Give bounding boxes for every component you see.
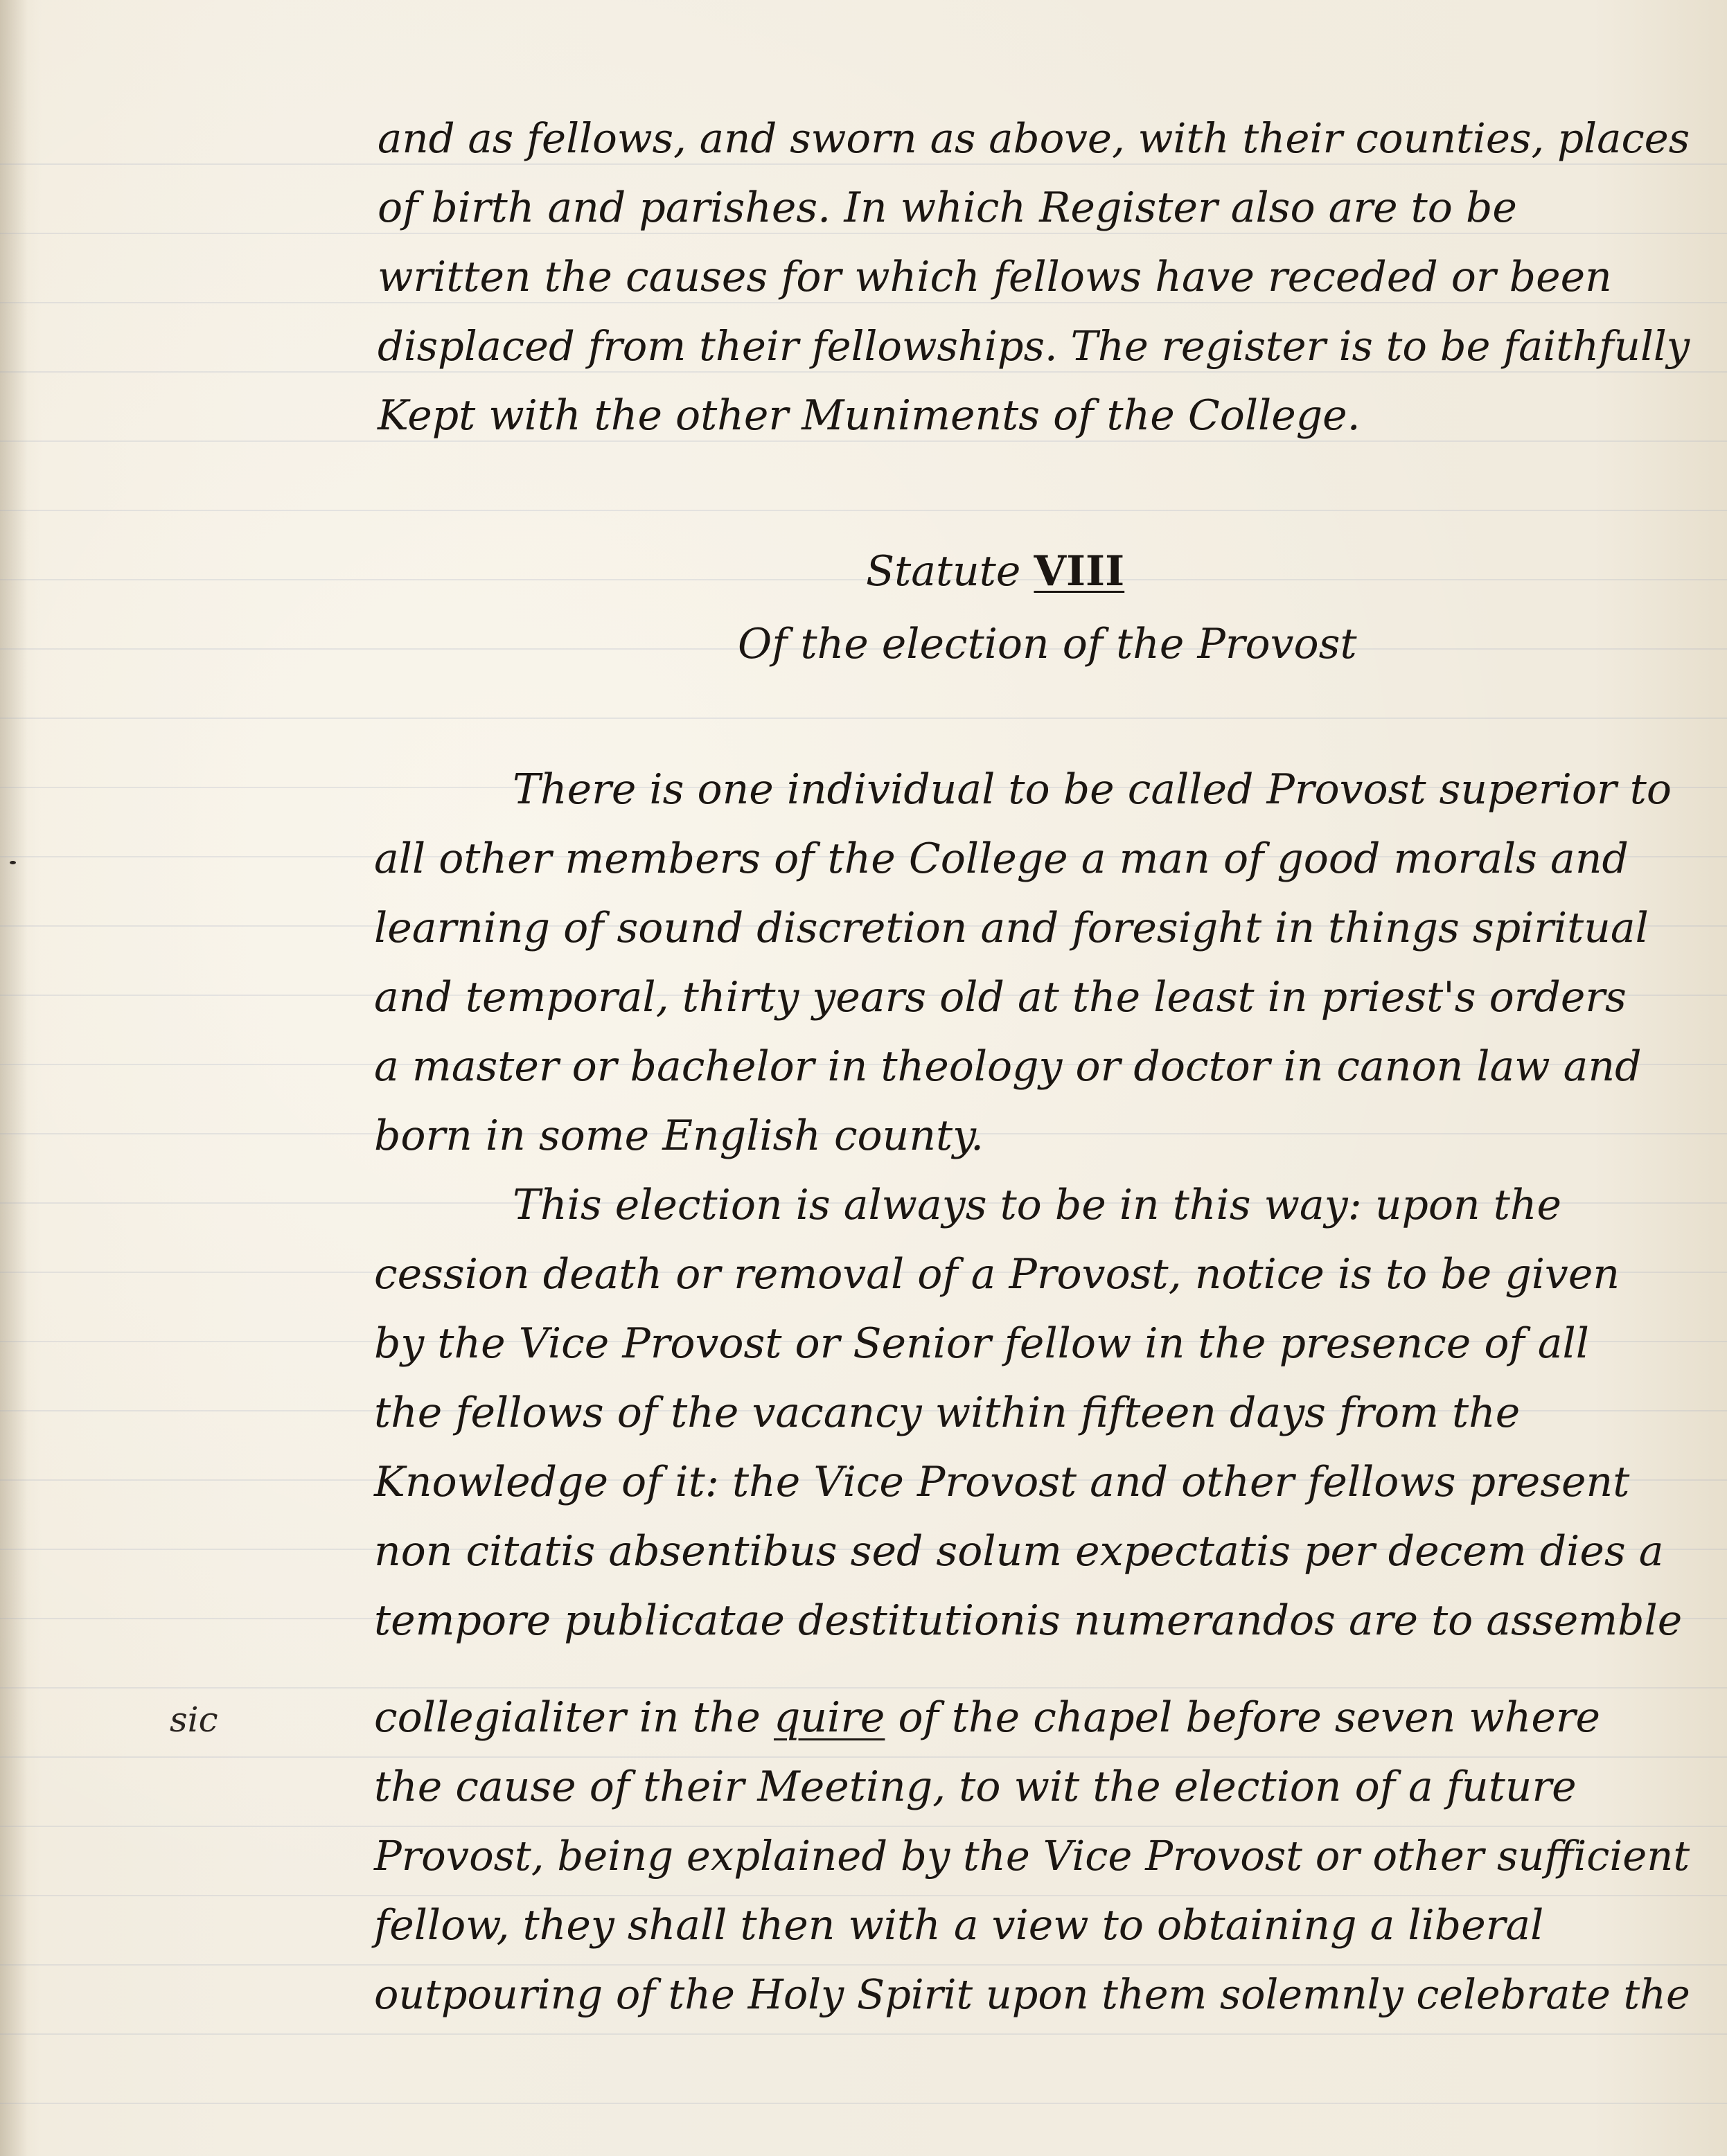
text-line: displaced from their fellowships. The register is to be faithfully — [378, 322, 1690, 370]
ruled-line — [0, 440, 1727, 442]
margin-note: sic — [170, 1700, 218, 1740]
text-segment: collegialiter in the — [374, 1693, 774, 1742]
text-line: fellow, they shall then with a view to obtaining a liberal — [374, 1901, 1544, 1950]
text-segment: of the chapel before seven where — [885, 1693, 1601, 1742]
text-line: learning of sound discretion and foresight in things spiritual — [374, 904, 1649, 952]
statute-number: VIII — [1034, 547, 1125, 596]
text-line: and as fellows, and sworn as above, with their counties, places — [378, 114, 1690, 162]
binding-gutter-shadow — [0, 0, 28, 2156]
statute-heading — [866, 547, 1124, 596]
text-line: non citatis absentibus sed solum expectatis per decem dies a — [374, 1527, 1664, 1576]
underlined-word: quire — [773, 1693, 885, 1742]
ink-dot — [10, 861, 16, 864]
ruled-line — [0, 1895, 1727, 1896]
text-line: born in some English county. — [374, 1112, 984, 1160]
statute-label: Statute — [866, 547, 1021, 596]
text-line-quire — [374, 1693, 1600, 1742]
ruled-line — [0, 579, 1727, 580]
statute-subtitle: Of the election of the Provost — [738, 620, 1357, 668]
text-line: the fellows of the vacancy within fifteen days from the — [374, 1389, 1521, 1437]
ruled-line — [0, 302, 1727, 303]
ruled-line — [0, 1826, 1727, 1827]
text-line: cession death or removal of a Provost, notice is to be given — [374, 1250, 1620, 1299]
text-line: the cause of their Meeting, to wit the election of a future — [374, 1763, 1577, 1811]
ruled-line — [0, 2103, 1727, 2104]
text-line: tempore publicatae destitutionis numerandos are to assemble — [374, 1596, 1683, 1645]
ruled-line — [0, 371, 1727, 373]
ruled-line — [0, 1964, 1727, 1966]
ruled-line — [0, 233, 1727, 234]
ruled-line — [0, 1756, 1727, 1758]
ruled-line — [0, 510, 1727, 511]
text-line: Kept with the other Muniments of the College. — [378, 391, 1361, 440]
ruled-line — [0, 2033, 1727, 2035]
ruled-line — [0, 163, 1727, 165]
text-line: a master or bachelor in theology or doctor in canon law and — [374, 1042, 1642, 1091]
text-line: by the Vice Provost or Senior fellow in the presence of all — [374, 1319, 1589, 1368]
text-line: This election is always to be in this way: upon the — [513, 1181, 1562, 1229]
text-line: There is one individual to be called Provost superior to — [513, 765, 1672, 814]
text-line: outpouring of the Holy Spirit upon them solemnly celebrate the — [374, 1970, 1690, 2018]
ruled-line — [0, 1687, 1727, 1689]
text-line: of birth and parishes. In which Register also are to be — [378, 184, 1517, 232]
text-line: Provost, being explained by the Vice Provost or other sufficient — [374, 1832, 1690, 1880]
text-line: written the causes for which fellows have receded or been — [378, 253, 1612, 301]
text-line: and temporal, thirty years old at the least in priest's orders — [374, 973, 1627, 1022]
ruled-line — [0, 718, 1727, 719]
text-line: all other members of the College a man of good morals and — [374, 835, 1629, 883]
text-line: Knowledge of it: the Vice Provost and other fellows present — [374, 1458, 1630, 1506]
